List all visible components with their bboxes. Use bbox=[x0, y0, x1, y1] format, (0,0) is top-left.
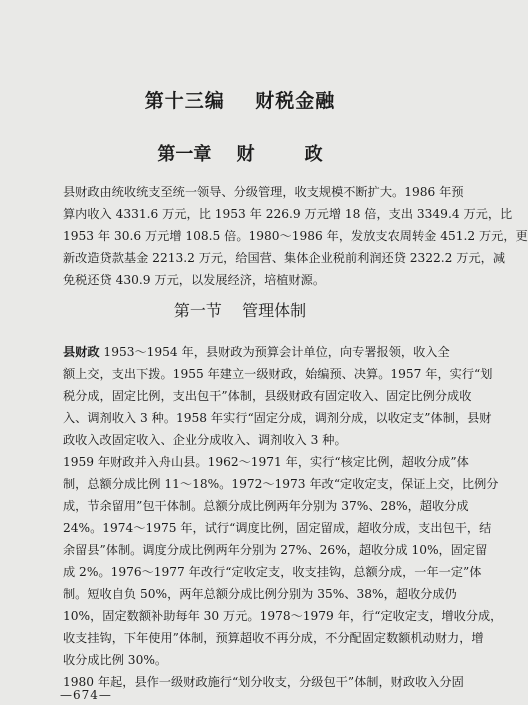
paragraph-line: 1959 年财政并入舟山县。1962～1971 年，实行“核定比例，超收分成”体 bbox=[63, 455, 469, 469]
paragraph-line: 24%。1974～1975 年，试行“调度比例，固定留成，超收分成，支出包干，结 bbox=[63, 521, 492, 535]
paragraph-line: 入、调剂收入 3 种。1958 年实行“固定分成，调剂分成，以收定支”体制，县财 bbox=[63, 411, 492, 425]
intro-line: 新改造贷款基金 2213.2 万元，给国营、集体企业税前利润还贷 2322.2 万元，减 bbox=[63, 251, 506, 265]
page-number: —674— bbox=[60, 688, 112, 702]
paragraph-first-line-rest: 1953～1954 年，县财政为预算会计单位，向专署报领，收入全 bbox=[99, 345, 450, 359]
paragraph-line: 10%，固定数额补助每年 30 万元。1978～1979 年，行“定收定支，增收分成， bbox=[63, 609, 503, 623]
intro-line: 县财政由统收统支至统一领导、分级管理，收支规模不断扩大。1986 年预 bbox=[63, 185, 464, 199]
intro-line: 免税还贷 430.9 万元，以发展经济，培植财源。 bbox=[63, 273, 326, 287]
paragraph-line: 制。短收自负 50%，两年总额分成比例分别为 35%、38%，超收分成仍 bbox=[63, 587, 457, 601]
paragraph-line: 余留县”体制。调度分成比例两年分别为 27%、26%，超收分成 10%，固定留 bbox=[63, 543, 488, 557]
paragraph-line: 收分成比例 30%。 bbox=[63, 653, 168, 667]
paragraph-line: 政收入改固定收入、企业分成收入、调剂收入 3 种。 bbox=[63, 433, 347, 447]
paragraph-line: 1980 年起，县作一级财政施行“划分收支，分级包干”体制，财政收入分固 bbox=[63, 675, 464, 689]
intro-line: 1953 年 30.6 万元增 108.5 倍。1980～1986 年，发放支农周转金 451.2 万元，更 bbox=[63, 229, 528, 243]
paragraph-line: 制，总额分成比例 11～18%。1972～1973 年改“定收定支，保证上交，比例分 bbox=[63, 477, 499, 491]
paragraph-line: 额上交，支出下拨。1955 年建立一级财政，始编预、决算。1957 年，实行“划 bbox=[63, 367, 493, 381]
paragraph-line: 成 2%。1976～1977 年改行“定收定支，收支挂钩，总额分成，一年一定”体 bbox=[63, 565, 482, 579]
intro-line: 算内收入 4331.6 万元，比 1953 年 226.9 万元增 18 倍，支出 3349.4 万元，比 bbox=[63, 207, 513, 221]
paragraph-line: 成，节余留用”包干体制。总额分成比例两年分别为 37%、28%，超收分成 bbox=[63, 499, 469, 513]
paragraph-first-line bbox=[63, 341, 449, 363]
paragraph-line: 收支挂钩，下年使用”体制，预算超收不再分成，不分配固定数额机动财力，增 bbox=[63, 631, 484, 645]
section-title: 第一节 管理体制 bbox=[173, 301, 307, 320]
part-title: 第十三编 财税金融 bbox=[144, 90, 336, 112]
lead-term: 县财政 bbox=[63, 345, 100, 359]
chapter-title: 第一章 财 政 bbox=[157, 144, 323, 165]
paragraph-line: 税分成，固定比例，支出包干”体制，县级财政有固定收入、固定比例分成收 bbox=[63, 389, 472, 403]
